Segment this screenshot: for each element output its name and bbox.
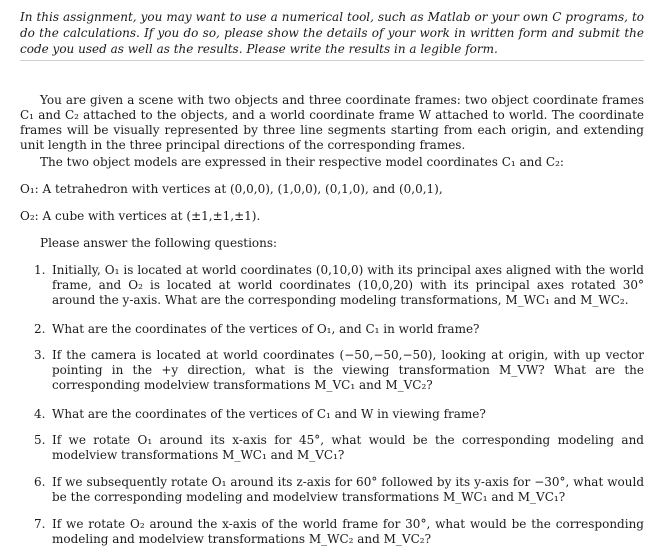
question-number: 6. <box>34 475 46 489</box>
divider <box>20 60 644 61</box>
intro-paragraph: In this assignment, you may want to use a numerical tool, such as Matlab or your own C programs, to do the calculations. If you do so, please show the details of your work in written form and submit the code you used as well as the results. Please write the results in a legible form. <box>20 10 644 56</box>
questions-prompt: Please answer the following questions: <box>40 236 278 250</box>
question-text: If the camera is located at world coordinates (−50,−50,−50), looking at origin, with up vector pointing in the +y direction, what is the viewing transformation M_VW? What are the corresponding modelview transformations M_VC₁ and M_VC₂? <box>52 348 644 392</box>
model-o1-label: O₁: <box>20 182 39 196</box>
question-2 <box>34 322 644 337</box>
question-1 <box>34 263 644 308</box>
question-4 <box>34 407 644 422</box>
question-number: 5. <box>34 433 46 447</box>
model-o2 <box>20 209 644 224</box>
question-7 <box>34 517 644 547</box>
question-5 <box>34 433 644 463</box>
question-number: 4. <box>34 407 46 421</box>
question-6 <box>34 475 644 505</box>
model-o1-text: A tetrahedron with vertices at (0,0,0), (1,0,0), (0,1,0), and (0,0,1), <box>42 182 443 196</box>
question-3 <box>34 348 644 393</box>
question-text: If we rotate O₁ around its x-axis for 45°, what would be the corresponding modeling and modelview transformations M_WC₁ and M_VC₁? <box>52 433 644 462</box>
question-number: 2. <box>34 322 46 336</box>
question-number: 7. <box>34 517 46 531</box>
models-sentence: The two object models are expressed in their respective model coordinates C₁ and C₂: <box>40 155 564 169</box>
question-text: If we rotate O₂ around the x-axis of the world frame for 30°, what would be the corresponding modeling and modelview transformations M_WC₂ and M_VC₂? <box>52 517 644 546</box>
model-o2-text: A cube with vertices at (±1,±1,±1). <box>42 209 261 223</box>
question-text: Initially, O₁ is located at world coordinates (0,10,0) with its principal axes aligned with the world frame, and O₂ is located at world coordinates (10,0,20) with its principal axes rotated 30° around the y-axis. What are the corresponding modeling transformations, M_WC₁ and M_WC₂. <box>52 263 644 307</box>
question-text: If we subsequently rotate O₁ around its z-axis for 60° followed by its y-axis for −30°, what would be the corresponding modeling and modelview transformations M_WC₁ and M_VC₁? <box>52 475 644 504</box>
question-text: What are the coordinates of the vertices of O₁, and C₁ in world frame? <box>52 322 480 336</box>
question-number: 1. <box>34 263 46 277</box>
scene-paragraph <box>20 93 644 153</box>
scene-text: You are given a scene with two objects and three coordinate frames: two object coordinate frames C₁ and C₂ attached to the objects, and a world coordinate frame W attached to world. The coordinate frames will be visually represented by three line segments starting from each origin, and extending unit length in the three principal directions of the corresponding frames. <box>20 93 644 152</box>
model-o2-label: O₂: <box>20 209 39 223</box>
question-text: What are the coordinates of the vertices of C₁ and W in viewing frame? <box>52 407 486 421</box>
question-number: 3. <box>34 348 46 362</box>
model-o1 <box>20 182 644 197</box>
